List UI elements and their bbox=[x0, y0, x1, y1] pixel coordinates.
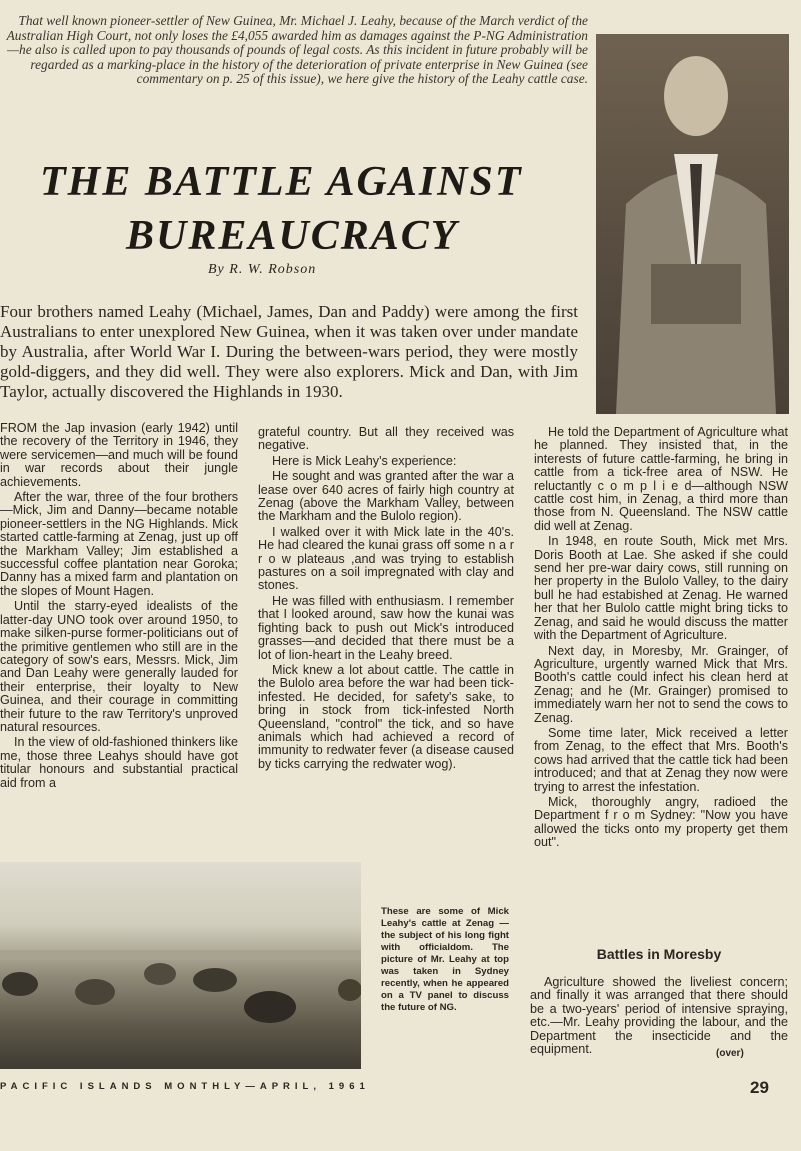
paragraph: Agriculture showed the liveliest concern; and finally it was arranged that there should be a two-years' period of intensive spraying, etc.—Mr. Leahy providing the labour, and the Department the insecticide and the equipment. bbox=[530, 975, 788, 1057]
paragraph: Mick knew a lot about cattle. The cattle in the Bulolo area before the war had been tick-infested. He decided, for safety's sake, to bring in stock from tick-infested North Queensland, "control" the tick, and so have animals which had achieved a record of immunity to redwater fever (a disease caused by ticks carrying the redwater wog). bbox=[258, 662, 514, 771]
cattle-photo bbox=[0, 862, 361, 1069]
paragraph: FROM the Jap invasion (early 1942) until the recovery of the Territory in 1946, they were servicemen—and much will be found in war records about their jungle achievements. bbox=[0, 421, 238, 489]
leahy-portrait-photo bbox=[596, 34, 789, 414]
paragraph: Until the starry-eyed idealists of the latter-day UNO took over around 1950, to make silken-purse former-politicians out of the primitive gentlemen who still are in the category of sow's ears, Messrs. Mick, Jim and Dan Leahy were generally lauded for their enterprise, their loyalty to New Guinea, and their courage in committing their future to the raw Territory's unproved natural resources. bbox=[0, 599, 238, 734]
paragraph: Some time later, Mick received a letter from Zenag, to the effect that Mrs. Booth's cows had arrived that the cattle tick had been introduced; and that at Zenag they now were trying to arrest the infestation. bbox=[534, 725, 788, 794]
photo-caption: These are some of Mick Leahy's cattle at Zenag — the subject of his long fight with officialdom. The picture of Mr. Leahy at top was taken in Sydney recently, when he appeared on a TV panel to discuss the future of NG. bbox=[381, 906, 509, 1013]
column-2 bbox=[258, 426, 514, 773]
paragraph: He told the Department of Agriculture what he planned. They insisted that, in the interests of future cattle-farming, he bring in cattle from a tick-free area of NSW. He reluctantly c o m p l i e d—although NSW cattle cost him, in Zenag, a third more than those from N. Queensland. The NSW cattle did well at Zenag. bbox=[534, 425, 788, 533]
paragraph: He sought and was granted after the war a lease over 640 acres of fairly high country at Zenag (above the Markham Valley, between the Markham and the Bulolo region). bbox=[258, 469, 514, 524]
column-1 bbox=[0, 422, 238, 792]
title-line-2: BUREAUCRACY bbox=[126, 213, 459, 259]
column-3-continued bbox=[530, 976, 788, 1058]
magazine-footer: PACIFIC ISLANDS MONTHLY—APRIL, 1961 bbox=[0, 1081, 370, 1092]
paragraph: In 1948, en route South, Mick met Mrs. Doris Booth at Lae. She asked if she could send her pre-war dairy cows, still running on her property in the Bulolo Valley, to the dairy bull he had estabished at Zenag. He warned her that her Bulolo cattle might bring ticks to Zenag, and said he would discuss the matter with the Department of Agriculture. bbox=[534, 534, 788, 643]
column-3 bbox=[534, 426, 788, 852]
portrait-figure bbox=[596, 34, 789, 414]
title-line-1: THE BATTLE AGAINST bbox=[40, 159, 523, 205]
paragraph: I walked over it with Mick late in the 40's. He had cleared the kunai grass off some n a r r o w plateaus ,and was trying to establish pastures on a soil impregnated with clay and stones. bbox=[258, 524, 514, 593]
cattle-figures bbox=[0, 862, 361, 1069]
paragraph: Next day, in Moresby, Mr. Grainger, of Agriculture, urgently warned Mick that Mrs. Booth's cattle could infect his clean herd at Zenag; and he (Mr. Grainger) promised to immediately warn her not to send the cows to Zenag. bbox=[534, 643, 788, 725]
page-number: 29 bbox=[750, 1078, 769, 1097]
article-intro: That well known pioneer-settler of New Guinea, Mr. Michael J. Leahy, because of the March verdict of the Australian High Court, not only loses the £4,055 awarded him as damages against the P-NG Administration—he also is called upon to pay thousands of pounds of legal costs. As this incident in future probably will be regarded as a marking-place in the history of the deterioration of private enterprise in New Guinea (see commentary on p. 25 of this issue), we here give the history of the Leahy cattle case. bbox=[6, 13, 588, 87]
paragraph: After the war, three of the four brothers—Mick, Jim and Danny—became notable pioneer-settlers in the NG Highlands. Mick started cattle-farming at Zenag, just up off the Markham Valley; Jim established a successful coffee plantation near Goroka; Danny has a mixed farm and plantation on the slopes of Mount Hagen. bbox=[0, 490, 238, 598]
paragraph: He was filled with enthusiasm. I remember that I looked around, saw how the kunai was fighting back to push out Mick's introduced grasses—and decided that there must be a lot of lion-heart in the Leahy breed. bbox=[258, 593, 514, 662]
byline: By R. W. Robson bbox=[208, 262, 317, 277]
article-title bbox=[40, 155, 600, 263]
paragraph: In the view of old-fashioned thinkers like me, those three Leahys should have got titular honours and substantial practical aid from a bbox=[0, 735, 238, 790]
paragraph: Here is Mick Leahy's experience: bbox=[272, 453, 457, 468]
lead-paragraph: Four brothers named Leahy (Michael, James, Dan and Paddy) were among the first Australians to enter unexplored New Guinea, when it was taken over under mandate by Australia, after World War I. During the between-wars period, they were mostly gold-diggers, and they did well. They were also explorers. Mick and Dan, with Jim Taylor, actually discovered the Highlands in 1930. bbox=[0, 302, 578, 401]
paragraph: Mick, thoroughly angry, radioed the Department f r o m Sydney: "Now you have allowed the ticks onto my property get them out". bbox=[534, 794, 788, 850]
paragraph: grateful country. But all they received was negative. bbox=[258, 425, 514, 453]
continued-marker: (over) bbox=[716, 1048, 744, 1059]
subheading: Battles in Moresby bbox=[596, 946, 722, 962]
